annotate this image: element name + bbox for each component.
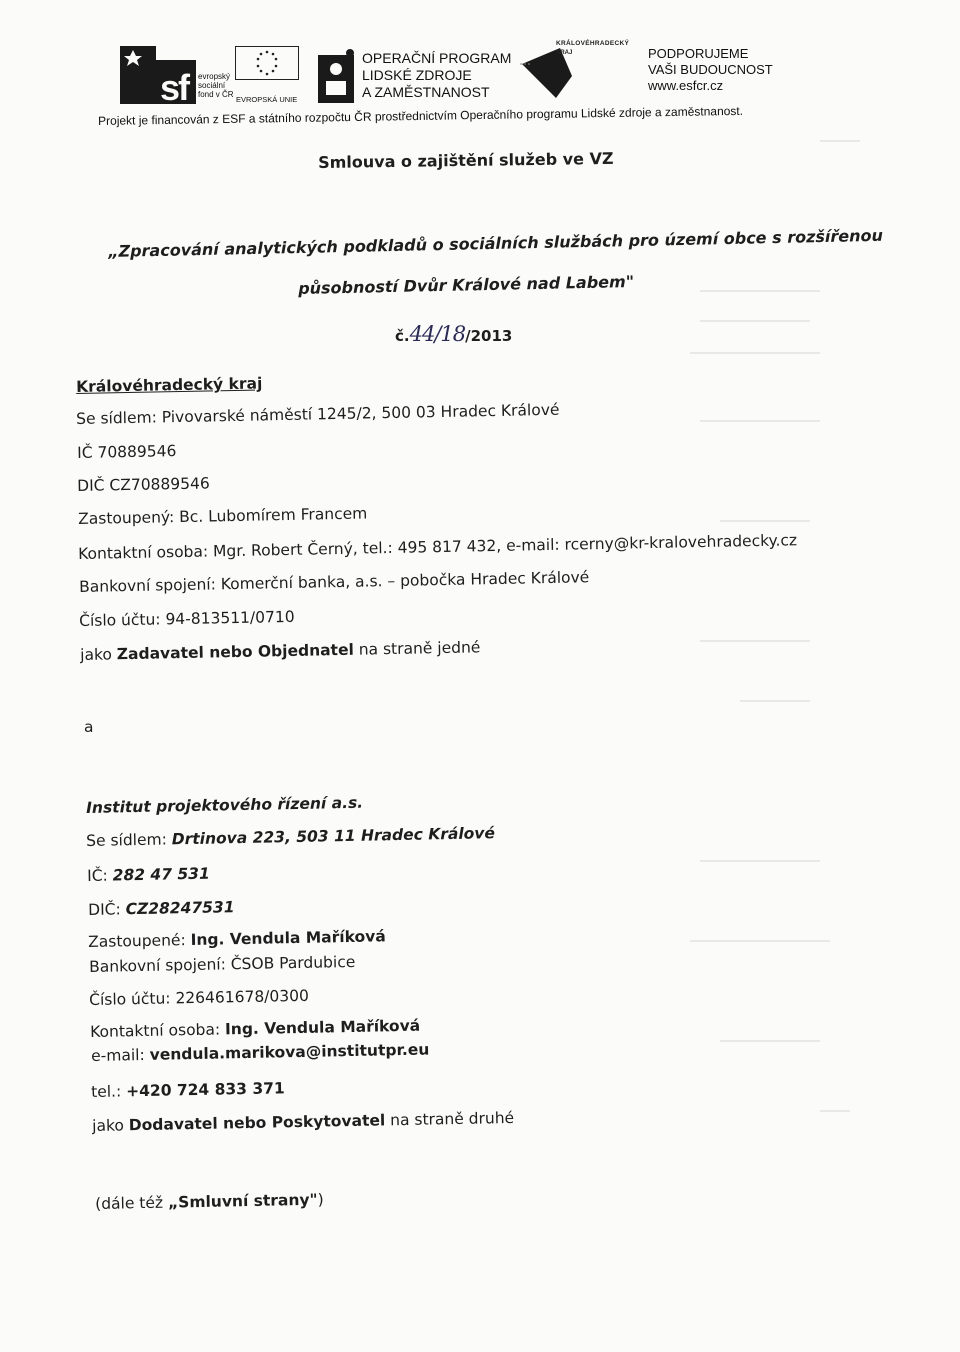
party1-contact: Kontaktní osoba: Mgr. Robert Černý, tel.: 495 817 432, e-mail: rcerny@kr-kralovehradecky.cz [78, 531, 798, 563]
party1-account: Číslo účtu: 94-813511/0710 [79, 607, 295, 630]
number-suffix: /2013 [465, 327, 513, 345]
op-line: LIDSKÉ ZDROJE [362, 67, 472, 83]
document-title: Smlouva o zajištění služeb ve VZ [318, 148, 614, 172]
role-prefix: jako [80, 645, 117, 664]
dic-value: CZ28247531 [125, 898, 235, 919]
support-url: www.esfcr.cz [648, 78, 724, 93]
email-label: e-mail: [91, 1045, 150, 1065]
contract-number [395, 322, 512, 346]
dic-label: DIČ: [88, 900, 126, 919]
footer-suffix: ) [317, 1190, 324, 1209]
subject-line-1: „Zpracování analytických podkladů o sociálních službách pro území obce s rozšířenou [108, 225, 884, 261]
seat-label: Se sídlem: [86, 830, 172, 850]
op-line: OPERAČNÍ PROGRAM [362, 50, 512, 66]
party2-contact [90, 1017, 420, 1041]
eu-label: EVROPSKÁ UNIE [236, 95, 298, 104]
ic-value: 282 47 531 [112, 864, 210, 885]
op-program-name [362, 50, 511, 101]
seat-value: Drtinova 223, 503 11 Hradec Králové [171, 824, 496, 849]
kraj-label: KRÁLOVÉHRADECKÝ [556, 40, 630, 47]
esf-caption [198, 72, 234, 99]
represented-label: Zastoupené: [88, 931, 191, 951]
party1-represented: Zastoupený: Bc. Lubomírem Francem [78, 504, 368, 528]
handwritten-number: 44/18 [409, 322, 466, 346]
party1-bank: Bankovní spojení: Komerční banka, a.s. – pobočka Hradec Králové [79, 568, 590, 596]
party2-email [91, 1041, 430, 1065]
subject-line-2: působností Dvůr Králové nad Labem" [298, 271, 635, 298]
party1-role [80, 638, 481, 664]
represented-value: Ing. Vendula Maříková [190, 927, 386, 950]
party2-ic [87, 865, 210, 885]
party2-represented [88, 927, 386, 951]
support-line: PODPORUJEME [648, 46, 749, 61]
esf-caption-line: evropský [198, 72, 231, 81]
parties-definition [95, 1191, 324, 1213]
esf-caption-line: sociální [198, 81, 226, 90]
role-bold: Dodavatel nebo Poskytovatel [128, 1111, 386, 1135]
role-prefix: jako [92, 1116, 129, 1135]
party1-dic: DIČ CZ70889546 [77, 474, 210, 495]
op-program-icon [318, 47, 354, 103]
kraj-sub-label: KRAJ [556, 50, 573, 56]
kraj-logo [520, 42, 642, 100]
contact-value: Ing. Vendula Maříková [224, 1016, 421, 1039]
esf-caption-line: fond v ČR [198, 90, 234, 99]
footer-prefix: (dále též [95, 1193, 169, 1213]
support-slogan [648, 46, 773, 94]
email-value: vendula.marikova@institutpr.eu [149, 1040, 430, 1064]
role-bold: Zadavatel nebo Objednatel [116, 640, 354, 664]
funding-note: Projekt je financován z ESF a státního rozpočtu ČR prostřednictvím Operačního programu Lidské zdroje a zaměstnanost. [98, 103, 744, 128]
op-line: A ZAMĚSTNANOST [362, 84, 490, 100]
party1-seat: Se sídlem: Pivovarské náměstí 1245/2, 500 03 Hradec Králové [76, 400, 560, 428]
svg-text:sf: sf [160, 67, 189, 104]
party1-name: Královéhradecký kraj [76, 374, 263, 396]
party2-account: Číslo účtu: 226461678/0300 [89, 986, 310, 1009]
support-line: VAŠI BUDOUCNOST [648, 62, 773, 77]
party2-role [92, 1109, 514, 1135]
party2-bank: Bankovní spojení: ČSOB Pardubice [89, 952, 356, 976]
contact-label: Kontaktní osoba: [90, 1020, 226, 1041]
tel-value: +420 724 833 371 [125, 1079, 285, 1101]
party2-tel [91, 1079, 285, 1101]
ic-label: IČ: [87, 866, 113, 885]
footer-bold: „Smluvní strany" [167, 1190, 318, 1212]
number-prefix: č. [395, 327, 410, 345]
party2-seat [86, 824, 495, 850]
eu-flag [235, 46, 299, 80]
role-suffix: na straně jedné [353, 638, 481, 659]
party1-ic: IČ 70889546 [77, 442, 177, 462]
eu-stars-icon [236, 47, 298, 79]
party2-dic [88, 898, 235, 919]
party2-name: Institut projektového řízení a.s. [86, 793, 364, 817]
role-suffix: na straně druhé [385, 1108, 515, 1130]
tel-label: tel.: [91, 1082, 127, 1101]
connector-a: a [84, 718, 94, 736]
